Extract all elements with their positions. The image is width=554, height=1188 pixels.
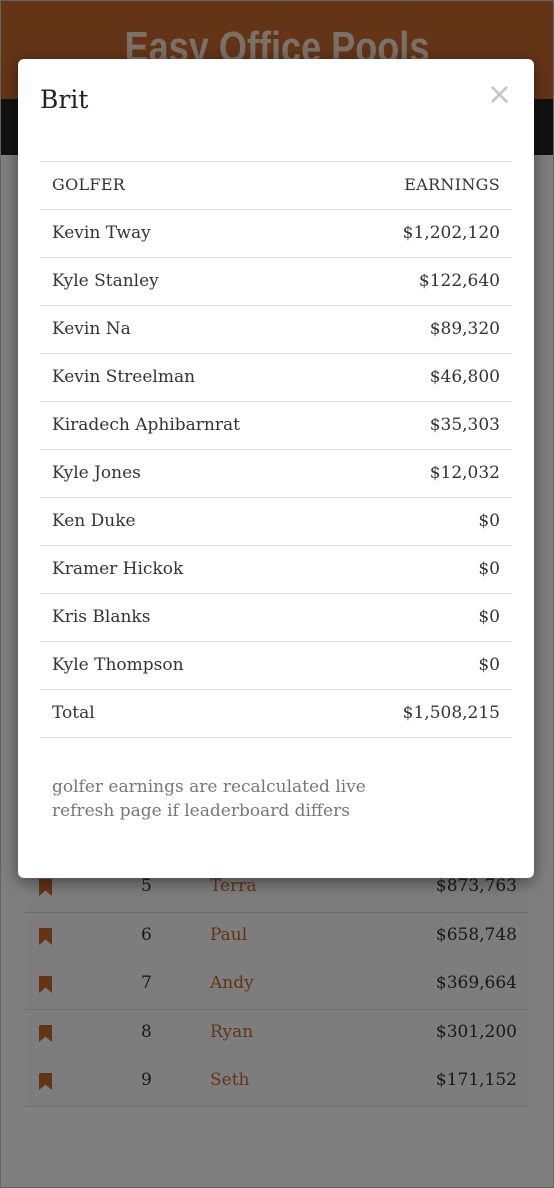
golfer-earnings: $0 <box>478 511 500 531</box>
table-row <box>40 593 512 641</box>
table-row <box>40 449 512 497</box>
total-value: $1,508,215 <box>402 703 500 723</box>
earnings-table <box>40 161 512 738</box>
note-line: refresh page if leaderboard differs <box>52 801 350 821</box>
golfer-earnings: $0 <box>478 655 500 675</box>
total-row <box>40 689 512 738</box>
table-row <box>40 497 512 545</box>
golfer-name: Kevin Tway <box>52 223 151 243</box>
golfer-name: Kiradech Aphibarnrat <box>52 415 240 435</box>
table-row <box>40 257 512 305</box>
golfer-name: Kris Blanks <box>52 607 151 627</box>
table-row <box>40 305 512 353</box>
table-row <box>40 401 512 449</box>
modal-title: Brit <box>40 85 89 114</box>
total-label: Total <box>52 703 95 723</box>
golfer-name: Kyle Stanley <box>52 271 159 291</box>
golfer-name: Kyle Thompson <box>52 655 184 675</box>
table-row <box>40 353 512 401</box>
golfer-name: Kramer Hickok <box>52 559 184 579</box>
table-row <box>40 209 512 257</box>
golfer-earnings: $1,202,120 <box>402 223 500 243</box>
golfer-earnings: $89,320 <box>429 319 500 339</box>
column-header-golfer: GOLFER <box>52 175 126 194</box>
golfer-name: Kevin Na <box>52 319 131 339</box>
table-row <box>40 545 512 593</box>
table-row <box>40 641 512 689</box>
earnings-note <box>52 775 366 823</box>
golfer-earnings: $0 <box>478 559 500 579</box>
column-header-earnings: EARNINGS <box>404 175 500 194</box>
golfer-name: Kevin Streelman <box>52 367 196 387</box>
golfer-earnings-modal <box>18 59 534 878</box>
golfer-earnings: $35,303 <box>429 415 500 435</box>
golfer-earnings: $122,640 <box>418 271 500 291</box>
golfer-earnings: $46,800 <box>429 367 500 387</box>
golfer-earnings: $12,032 <box>429 463 500 483</box>
close-icon[interactable]: × <box>486 77 512 112</box>
golfer-earnings: $0 <box>478 607 500 627</box>
golfer-name: Ken Duke <box>52 511 136 531</box>
table-header-row <box>40 161 512 209</box>
golfer-name: Kyle Jones <box>52 463 141 483</box>
note-line: golfer earnings are recalculated live <box>52 777 366 797</box>
